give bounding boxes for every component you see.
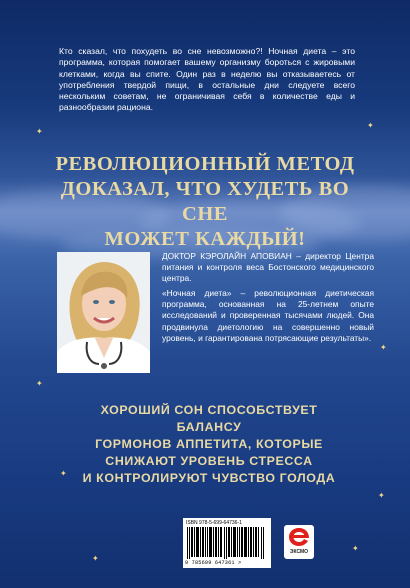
star-icon: ✦	[92, 554, 99, 563]
publisher-logo	[284, 525, 314, 559]
star-icon: ✦	[60, 469, 67, 478]
publisher-logo-icon	[284, 525, 314, 549]
headline	[40, 152, 370, 252]
star-icon: ✦	[367, 121, 374, 130]
headline-line: РЕВОЛЮЦИОННЫЙ МЕТОД	[55, 153, 355, 175]
isbn-label: ISBN 978-5-699-64736-1	[186, 520, 242, 526]
bottom-tagline	[70, 402, 348, 487]
author-name: ДОКТОР КЭРОЛАЙН АПОВИАН	[162, 251, 292, 261]
tagline-line: ГОРМОНОВ АППЕТИТА, КОТОРЫЕ	[95, 437, 323, 451]
barcode-number: 9 785699 647361 >	[185, 560, 242, 566]
star-icon: ✦	[378, 491, 385, 500]
barcode	[183, 518, 271, 568]
author-portrait-illustration	[57, 252, 150, 373]
author-photo	[57, 252, 150, 373]
star-icon: ✦	[380, 343, 387, 352]
tagline-line: СНИЖАЮТ УРОВЕНЬ СТРЕССА	[105, 454, 313, 468]
headline-line: МОЖЕТ КАЖДЫЙ!	[104, 228, 306, 250]
author-bio	[162, 251, 374, 348]
publisher-name: ЭКСМО	[289, 549, 309, 555]
star-icon: ✦	[36, 379, 43, 388]
intro-paragraph: Кто сказал, что похудеть во сне невозможно?! Ночная диета – это программа, которая помогает вашему организму бороться с жировыми клетками, когда вы спите. Один раз в неделю вы отказываетесь от употребления твердой пищи, в остальные дни следуете всего нескольким советам, не ограничивая себя в количестве еды и разнообразии рациона.	[59, 46, 355, 113]
star-icon: ✦	[352, 544, 359, 553]
barcode-bars-icon	[187, 527, 267, 559]
tagline-line: И КОНТРОЛИРУЮТ ЧУВСТВО ГОЛОДА	[82, 471, 336, 485]
author-credentials: – директор Центра питания и контроля веса Бостонского медицинского центра.	[162, 251, 374, 284]
bio-intro	[162, 251, 374, 284]
star-icon: ✦	[36, 127, 43, 136]
tagline-line: ХОРОШИЙ СОН СПОСОБСТВУЕТ БАЛАНСУ	[100, 403, 318, 434]
bio-quote: «Ночная диета» – революционная диетическая программа, основанная на 25-летнем опыте исследований и проверенная тысячами людей. Она продвинула диетологию на совершенно новый уровень, и гарантирована потрясающие результаты».	[162, 288, 374, 343]
headline-line: ДОКАЗАЛ, ЧТО ХУДЕТЬ ВО СНЕ	[60, 178, 350, 225]
